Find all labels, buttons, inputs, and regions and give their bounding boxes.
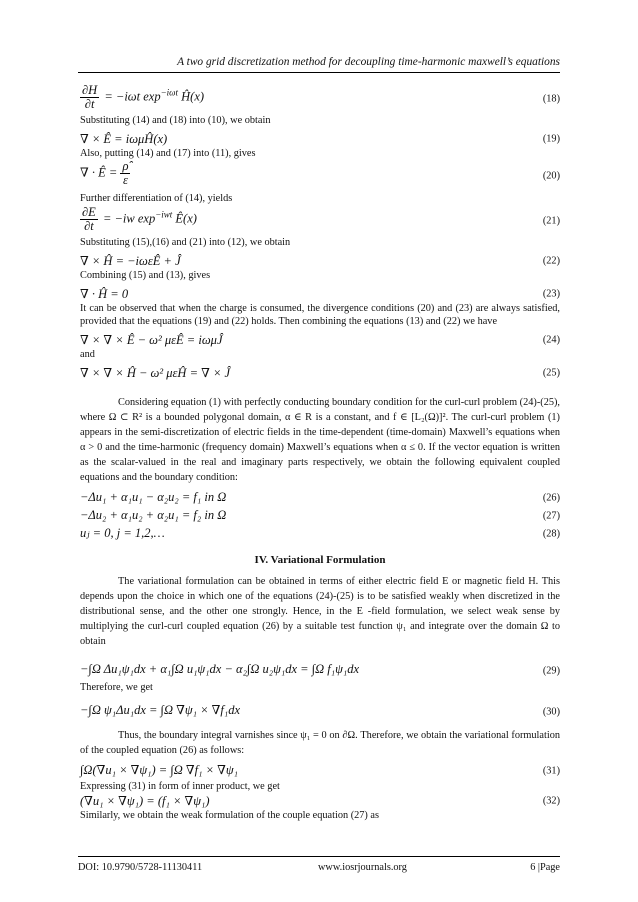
eq20-fraction: $\frac{\rhô}{\varepsilon}$ <box>122 159 129 188</box>
equation-18: $\frac{\partial H}{\partial t}$ = −iωt $\exp^{-i\omega t}$ Ĥ(x) (18) <box>82 83 560 112</box>
equation-21: $\frac{\partial E}{\partial t}$ = −iw $\exp^{-iwt}$ Ê(x) (21) <box>82 204 560 233</box>
text-line: Combining (15) and (13), gives <box>80 269 211 281</box>
eq26-number: (26) <box>542 492 560 504</box>
eq25-number: (25) <box>542 367 560 379</box>
equation-22: ∇ × Ĥ = −iωεÊ + Ĵ (22) <box>80 253 560 268</box>
equation-25: ∇ × ∇ × Ĥ − ω² μεĤ = ∇ × Ĵ (25) <box>80 366 560 381</box>
eq20-number: (20) <box>542 170 560 182</box>
eq21-fraction: $\frac{\partial E}{\partial t}$ <box>82 204 96 233</box>
footer-site: www.iosrjournals.org <box>318 862 407 873</box>
page-body <box>80 84 560 822</box>
eq30-number: (30) <box>542 706 560 718</box>
equation-31: ∫Ω(∇u₁ × ∇ψ₁) = ∫Ω ∇f₁ × ∇ψ₁ (31) <box>80 762 560 777</box>
text-line: Further differentiation of (14), yields <box>80 193 233 205</box>
equation-20: ∇ · Ê = $\frac{\rhô}{\varepsilon}$ (20) <box>80 159 560 188</box>
header-rule <box>78 72 560 73</box>
text-paragraph: Thus, the boundary integral varnishes since ψ₁ = 0 on ∂Ω. Therefore, we obtain the variational formulation of the coupled equation (26) as follows: <box>80 729 560 756</box>
eq18-fraction: $\frac{\partial H}{\partial t}$ <box>82 83 98 112</box>
text-line: Similarly, we obtain the weak formulation of the couple equation (27) as <box>80 809 380 821</box>
text-paragraph: It can be observed that when the charge is consumed, the divergence conditions (20) and (23) are always satisfied, provided that the equations (19) and (22) holds. Then combining the equations (13) and (22) we have <box>80 302 560 328</box>
text-line: Substituting (15),(16) and (21) into (12), we obtain <box>80 236 291 248</box>
eq21-number: (21) <box>542 214 560 226</box>
eq27-number: (27) <box>542 510 560 522</box>
footer-page-number: 6 |Page <box>530 862 560 873</box>
equation-30: −∫Ω ψ₁Δu₁dx = ∫Ω ∇ψ₁ × ∇f₁dx (30) <box>80 702 560 718</box>
eq32-number: (32) <box>542 795 560 807</box>
text-paragraph: The variational formulation can be obtained in terms of either electric field E or magnetic field H. This depends upon the choice in which one of the equations (24)-(25) is to be satisfied weakly when discretized in the distributional sense, and the other one strongly. Hence, in the E -field formulation, we select weak sense by multiplying the curl-curl coupled equation (26) by a suitable test function ψ₁ and integrate over the domain Ω to obtain <box>80 575 560 647</box>
equation-27: −Δu₂ + α₁u₂ + α₂u₁ = f₂ in Ω (27) <box>80 507 560 522</box>
equation-26: −Δu₁ + α₁u₁ − α₂u₂ = f₁ in Ω (26) <box>80 489 560 504</box>
footer-rule <box>78 856 560 857</box>
eq31-number: (31) <box>542 765 560 777</box>
text-line: Therefore, we get <box>80 681 153 693</box>
eq18-number: (18) <box>542 93 560 105</box>
section-heading: IV. Variational Formulation <box>254 553 386 566</box>
eq24-number: (24) <box>542 334 560 346</box>
eq22-number: (22) <box>542 255 560 267</box>
text-line: Substituting (14) and (18) into (10), we obtain <box>80 115 271 126</box>
footer-doi: DOI: 10.9790/5728-11130411 <box>78 862 203 873</box>
eq19-number: (19) <box>542 133 560 145</box>
eq29-number: (29) <box>542 665 560 677</box>
equation-28: uⱼ = 0, j = 1,2,… (28) <box>80 525 560 540</box>
eq23-number: (23) <box>542 288 560 300</box>
equation-19: ∇ × Ê = iωμĤ(x) (19) <box>80 132 560 147</box>
eq28-number: (28) <box>542 528 560 540</box>
text-line: and <box>80 349 95 361</box>
text-line: Also, putting (14) and (17) into (11), gives <box>80 148 256 160</box>
running-header: A two grid discretization method for decoupling time-harmonic maxwell’s equations <box>177 56 560 68</box>
equation-29: −∫Ω Δu₁ψ₁dx + α₁∫Ω u₁ψ₁dx − α₂∫Ω u₂ψ₁dx = ∫Ω f₁ψ₁dx (29) <box>80 661 560 677</box>
equation-24: ∇ × ∇ × Ê − ω² μεÊ = iωμĴ (24) <box>80 333 560 348</box>
text-paragraph: Considering equation (1) with perfectly conducting boundary condition for the curl-curl problem (24)-(25), where Ω ⊂ R² is a bounded polygonal domain, α ∈ R is a constant, and f ∈ [L₂(Ω)]². The curl-curl problem (1) appears in the semi-discretization of electric fields in the time-dependent (time-domain) Maxwell’s equations when α > 0 and the time-harmonic (frequency domain) Maxwell’s equations when α ≤ 0. If the vector equation is written as the scalar-valued in the real and imaginary parts respectively, we obtain the following equivalent coupled equations and the boundary condition: <box>80 397 560 483</box>
text-line: Expressing (31) in form of inner product, we get <box>80 780 280 792</box>
equation-32: (∇u₁ × ∇ψ₁) = (f₁ × ∇ψ₁) (32) <box>80 793 560 808</box>
equation-23: ∇ · Ĥ = 0 (23) <box>80 286 560 301</box>
